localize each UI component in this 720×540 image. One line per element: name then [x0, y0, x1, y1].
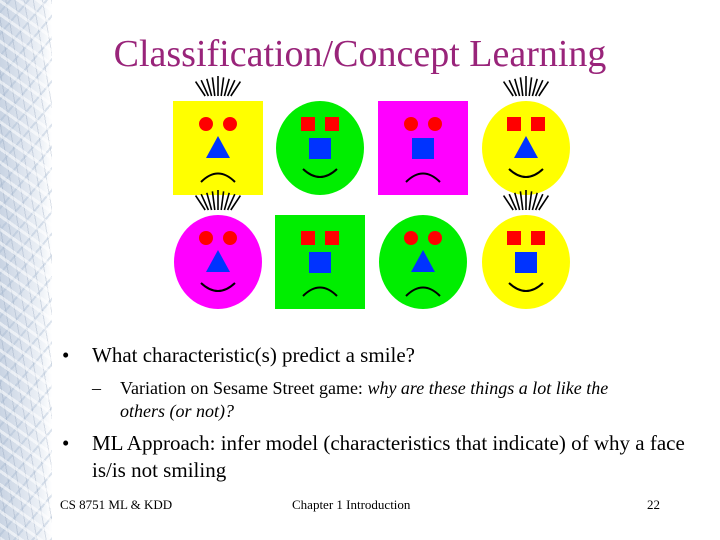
sub-bullet-sesame-street — [92, 377, 640, 423]
face-r1c1 — [173, 76, 263, 195]
bullet-text: ML Approach: infer model (characteristics that indicate) of why a face is/is not smiling — [92, 431, 685, 482]
nose-square-icon — [412, 138, 434, 159]
bullet-item-smile-question — [60, 342, 692, 369]
eye-square-icon — [531, 117, 545, 131]
eye-circle-icon — [199, 117, 213, 131]
eye-circle-icon — [428, 231, 442, 245]
eye-circle-icon — [223, 117, 237, 131]
eye-square-icon — [507, 231, 521, 245]
hair-icon — [504, 76, 549, 96]
eye-circle-icon — [428, 117, 442, 131]
footer-course-name: CS 8751 ML & KDD — [60, 497, 173, 512]
eye-square-icon — [325, 117, 339, 131]
eye-circle-icon — [404, 231, 418, 245]
eye-square-icon — [301, 117, 315, 131]
bullet-item-ml-approach — [60, 430, 692, 484]
hair-icon — [504, 190, 549, 210]
face-r2c4 — [482, 190, 570, 309]
face-r2c2 — [275, 215, 365, 309]
eye-square-icon — [531, 231, 545, 245]
nose-square-icon — [309, 252, 331, 273]
bullet-marker: • — [62, 343, 70, 367]
eye-circle-icon — [404, 117, 418, 131]
footer-chapter: Chapter 1 Introduction — [292, 497, 411, 512]
bullet-text: What characteristic(s) predict a smile? — [92, 343, 415, 367]
face-r2c1 — [174, 190, 262, 309]
face-r1c3 — [378, 101, 468, 195]
bullet-marker: • — [62, 431, 70, 455]
eye-square-icon — [325, 231, 339, 245]
eye-circle-icon — [223, 231, 237, 245]
hair-icon — [196, 76, 241, 96]
sub-bullet-italic-text: why are these things a lot like the others (or not)? — [120, 378, 609, 421]
nose-square-icon — [309, 138, 331, 159]
sub-bullet-marker: – — [92, 378, 101, 398]
face-r1c4 — [482, 76, 570, 195]
face-r1c2 — [276, 101, 364, 195]
nose-square-icon — [515, 252, 537, 273]
slide-title: Classification/Concept Learning — [113, 33, 607, 75]
footer-page-number: 22 — [647, 497, 660, 512]
eye-circle-icon — [199, 231, 213, 245]
eye-square-icon — [301, 231, 315, 245]
sub-bullet-text — [120, 377, 640, 423]
sub-bullet-plain-text: Variation on Sesame Street game: — [120, 378, 368, 398]
face-r2c3 — [379, 215, 467, 309]
eye-square-icon — [507, 117, 521, 131]
